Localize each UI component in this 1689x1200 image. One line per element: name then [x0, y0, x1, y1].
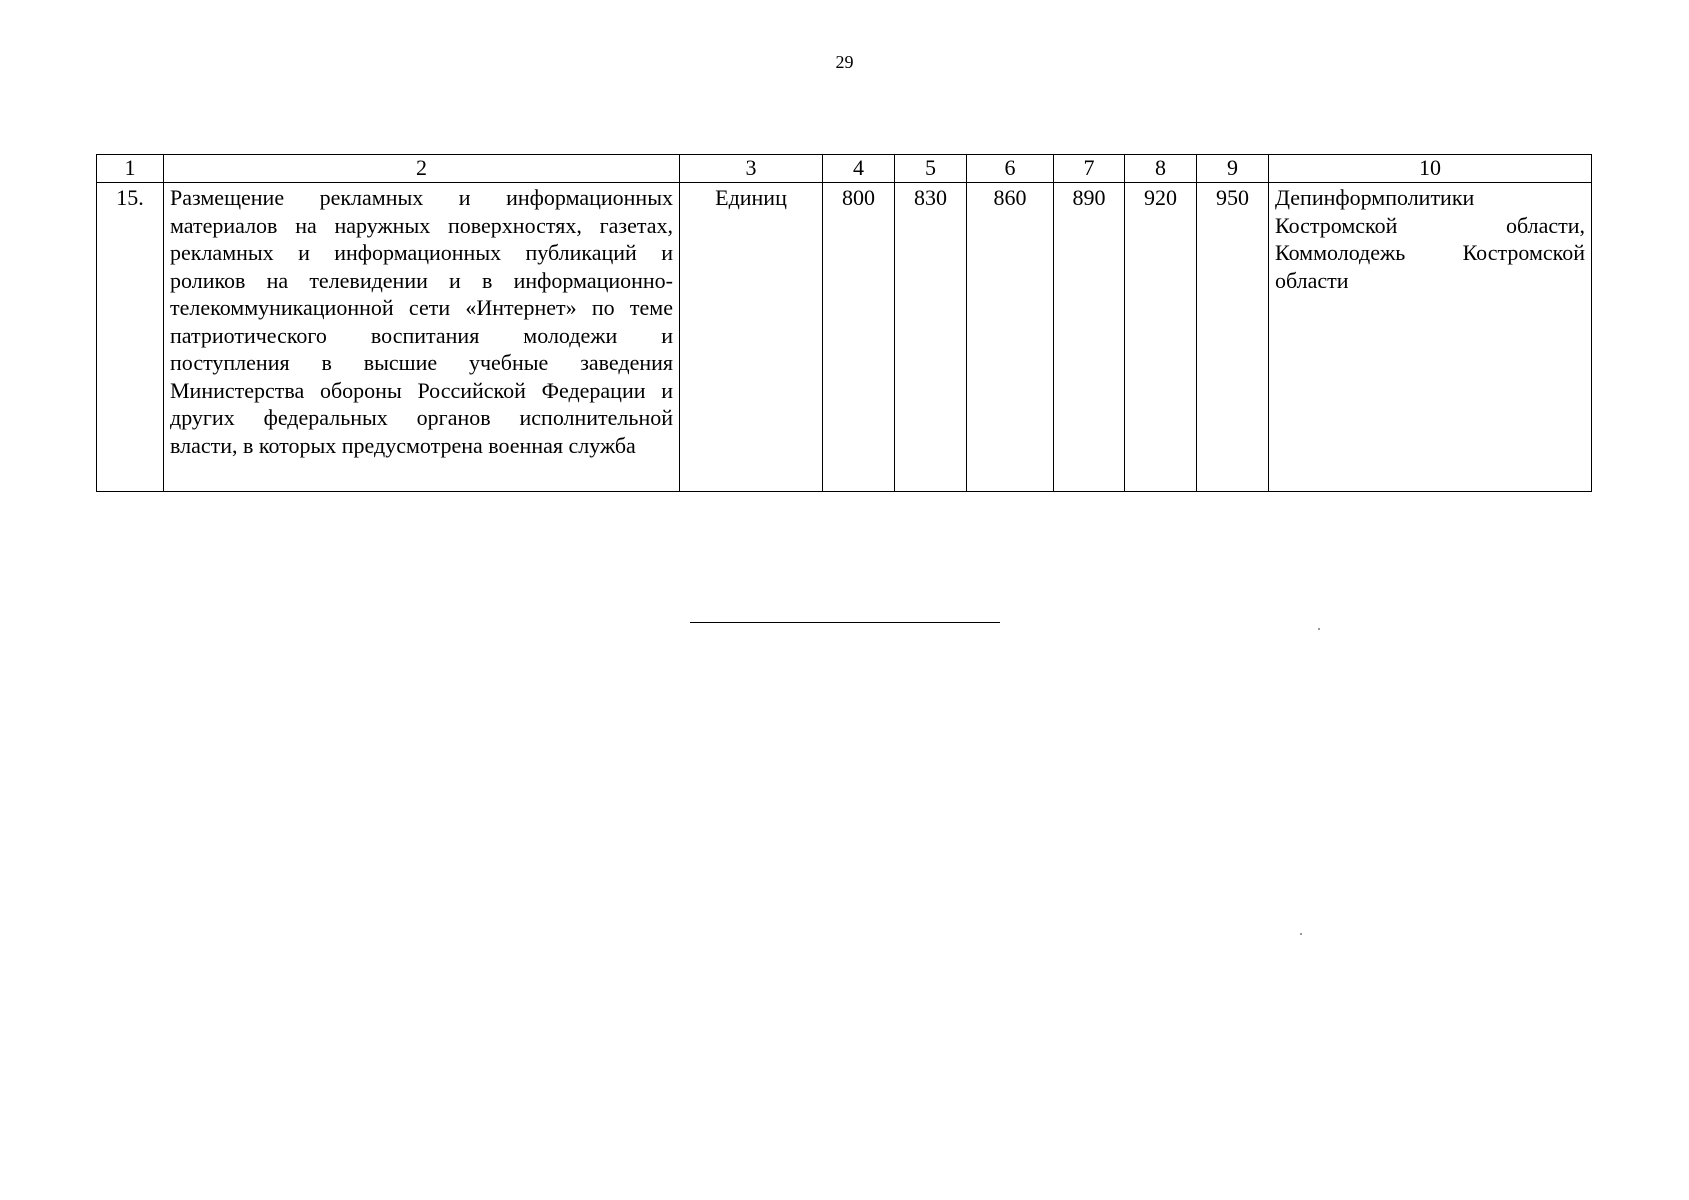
table-header-row	[97, 155, 1592, 183]
measure-description: Размещение рекламных и информационных материалов на наружных поверхностях, газетах, рекламных и информационных публикаций и роликов на телевидении и в информационно-телекоммуникационной сети «Интернет» по теме патриотического воспитания молодежи и поступления в высшие учебные заведения Министерства обороны Российской Федерации и других федеральных органов исполнительной власти, в которых предусмотрена военная служба	[164, 183, 680, 492]
end-of-table-divider	[690, 622, 1000, 623]
unit-of-measure: Единиц	[680, 183, 823, 492]
row-number: 15.	[97, 183, 164, 492]
column-header: 10	[1269, 155, 1592, 183]
table-row	[97, 183, 1592, 492]
column-header: 4	[823, 155, 895, 183]
column-header: 5	[895, 155, 967, 183]
value-col-7: 890	[1054, 183, 1125, 492]
indicators-table	[96, 154, 1592, 492]
column-header: 7	[1054, 155, 1125, 183]
page-number: 29	[835, 52, 854, 72]
scan-speck	[1318, 628, 1320, 630]
column-header: 8	[1125, 155, 1197, 183]
value-col-9: 950	[1197, 183, 1269, 492]
column-header: 2	[164, 155, 680, 183]
value-col-8: 920	[1125, 183, 1197, 492]
column-header: 1	[97, 155, 164, 183]
value-col-4: 800	[823, 183, 895, 492]
column-header: 3	[680, 155, 823, 183]
responsible-executor: Депинформполитики Костромской области, Коммолодежь Костромской области	[1269, 183, 1592, 492]
scan-speck	[1300, 933, 1302, 935]
value-col-6: 860	[967, 183, 1054, 492]
value-col-5: 830	[895, 183, 967, 492]
column-header: 9	[1197, 155, 1269, 183]
column-header: 6	[967, 155, 1054, 183]
